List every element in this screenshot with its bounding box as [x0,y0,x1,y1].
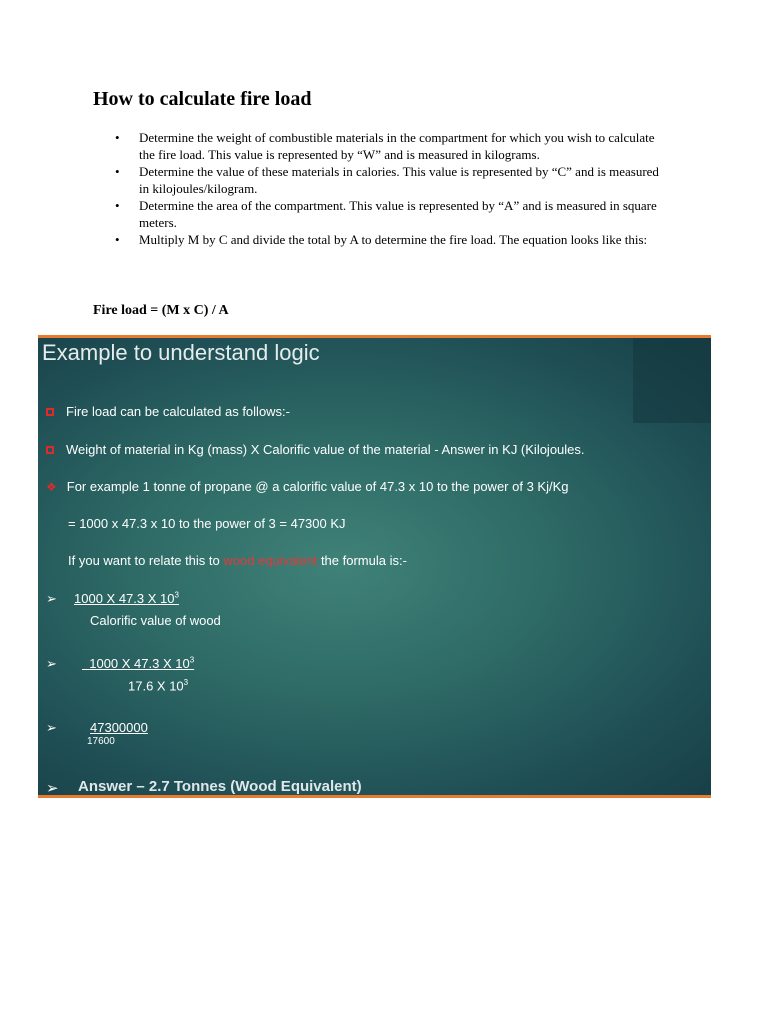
slide-title: Example to understand logic [42,340,320,365]
exponent: 3 [174,591,179,600]
slide-line-2 [46,442,585,457]
fraction-1-numerator-text: 1000 X 47.3 X 10 [74,591,175,607]
list-item: • Determine the weight of combustible materials in the compartment for which you wish to calculate the fire load. This value is represented by “W” and is measured in kilograms. [115,130,660,163]
slide-line-1 [46,404,290,419]
red-square-bullet-icon [46,446,54,454]
instruction-list [115,130,660,250]
slide-corner-decoration [633,338,711,423]
slide-line-2-text: Weight of material in Kg (mass) X Calorific value of the material - Answer in KJ (Kilojoules. [66,442,585,457]
wood-equivalent-highlight: wood equivalent [223,553,318,568]
red-square-bullet-icon [46,408,54,416]
slide-answer: Answer – 2.7 Tonnes (Wood Equivalent) [78,778,362,795]
fraction-2-numerator-text: 1000 X 47.3 X 10 [89,656,190,672]
slide-line-5-pre: If you want to relate this to [68,553,224,568]
fraction-2-denominator [128,678,188,693]
slide-line-4: = 1000 x 47.3 x 10 to the power of 3 = 47300 KJ [68,516,346,531]
exponent: 3 [189,656,195,665]
slide-line-1-text: Fire load can be calculated as follows:- [66,404,291,419]
list-item: • Determine the area of the compartment. This value is represented by “A” and is measured in square meters. [115,198,660,231]
document-title: How to calculate fire load [93,88,312,110]
arrow-bullet-icon: ➢ [46,591,57,606]
slide-line-5-post: the formula is:- [317,553,407,568]
list-item: • Determine the value of these materials in calories. This value is represented by “C” and is measured in kilojoules/kilogram. [115,164,660,197]
list-item: • Multiply M by C and divide the total by A to determine the fire load. The equation looks like this: [115,232,660,249]
arrow-bullet-icon: ➢ [46,656,57,671]
fraction-3-denominator: 17600 [87,736,115,747]
example-slide-image [38,335,711,798]
fraction-1-denominator: Calorific value of wood [90,613,221,628]
fraction-1-numerator [74,591,179,606]
exponent: 3 [183,678,189,687]
slide-line-3-text: For example 1 tonne of propane @ a calorific value of 47.3 x 10 to the power of 3 Kj/Kg [66,479,569,494]
fraction-3-numerator-text: 47300000 [90,720,148,735]
fraction-3-numerator [90,720,148,735]
red-diamond-bullet-icon: ❖ [46,480,57,494]
arrow-bullet-icon: ➢ [46,720,57,735]
fraction-2-numerator [82,656,194,671]
fraction-2-denominator-text: 17.6 X 10 [128,678,184,694]
arrow-bullet-icon: ➢ [46,780,59,797]
slide-line-3 [46,479,568,494]
fire-load-formula: Fire load = (M x C) / A [93,303,229,318]
slide-line-5 [68,553,407,568]
